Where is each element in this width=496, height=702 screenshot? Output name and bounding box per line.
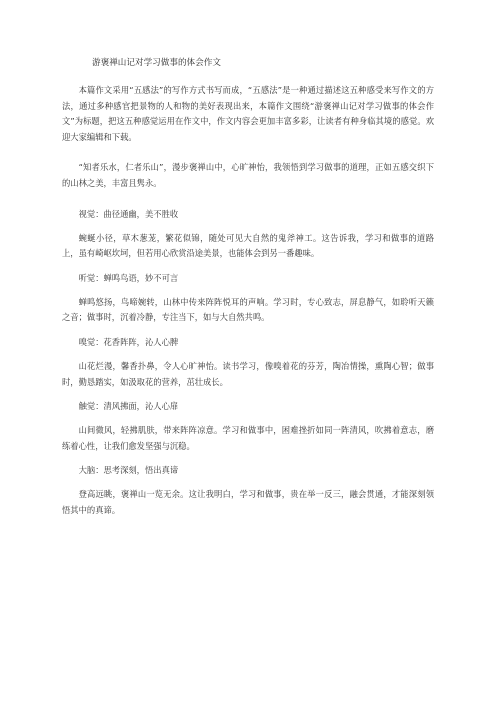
section-body: 蜿蜒小径，草木葱茏，繁花似锦，随处可见大自然的鬼斧神工。这告诉我，学习和做事的道路上，虽有崎岖坎坷，但若用心欣赏沿途美景，也能体会到另一番趣味。 <box>62 232 434 259</box>
quote-paragraph: “知者乐水，仁者乐山”，漫步褒禅山中，心旷神怡，我领悟到学习做事的道理，正如五感交织下的山林之美，丰富且隽永。 <box>62 162 434 188</box>
section-hearing <box>62 271 434 326</box>
section-heading: 嗅觉：花香阵阵，沁人心脾 <box>78 336 179 347</box>
intro-paragraph: 本篇作文采用“五感法”的写作方式书写而成，“五感法”是一种通过描述这五种感受来写作文的方法，通过多种感官把景物的人和物的美好表现出来，本篇作文围绕“游褒禅山记对学习做事的体会作文”为标题，把这五种感觉运用在作文中，作文内容会更加丰富多彩，让读者有种身临其境的感觉。欢迎大家编辑和下载。 <box>62 85 434 142</box>
section-heading: 大脑：思考深刻，悟出真谛 <box>78 465 179 476</box>
section-body: 山间微风，轻拂肌肤，带来阵阵凉意。学习和做事中，困难挫折如同一阵清风，吹拂着意志，磨练着心性，让我们愈发坚强与沉稳。 <box>62 425 434 451</box>
section-heading: 听觉：蝉鸣鸟语，妙不可言 <box>78 272 179 283</box>
section-body: 登高远眺，褒禅山一览无余。这让我明白，学习和做事，贵在举一反三，融会贯通，才能深刻领悟其中的真谛。 <box>62 489 434 515</box>
section-mind <box>62 463 434 518</box>
section-body: 山花烂漫，馨香扑鼻，令人心旷神怡。读书学习，像嗅着花的芬芳，陶冶情操，熏陶心智；做事时，勤恳踏实，如汲取花的营养，茁壮成长。 <box>62 360 434 387</box>
section-body: 蝉鸣悠扬，鸟啼婉转，山林中传来阵阵悦耳的声响。学习时，专心致志，屏息静气，如聆听天籁之音；做事时，沉着冷静，专注当下，如与大自然共鸣。 <box>62 296 434 323</box>
document-title: 游褒禅山记对学习做事的体会作文 <box>92 58 221 68</box>
section-heading: 视觉：曲径通幽，美不胜收 <box>78 208 179 219</box>
document-content <box>62 56 434 528</box>
section-smell <box>62 335 434 390</box>
section-touch <box>62 399 434 454</box>
section-sight <box>62 207 434 262</box>
section-heading: 触觉：清风拂面，沁人心扉 <box>78 401 179 412</box>
